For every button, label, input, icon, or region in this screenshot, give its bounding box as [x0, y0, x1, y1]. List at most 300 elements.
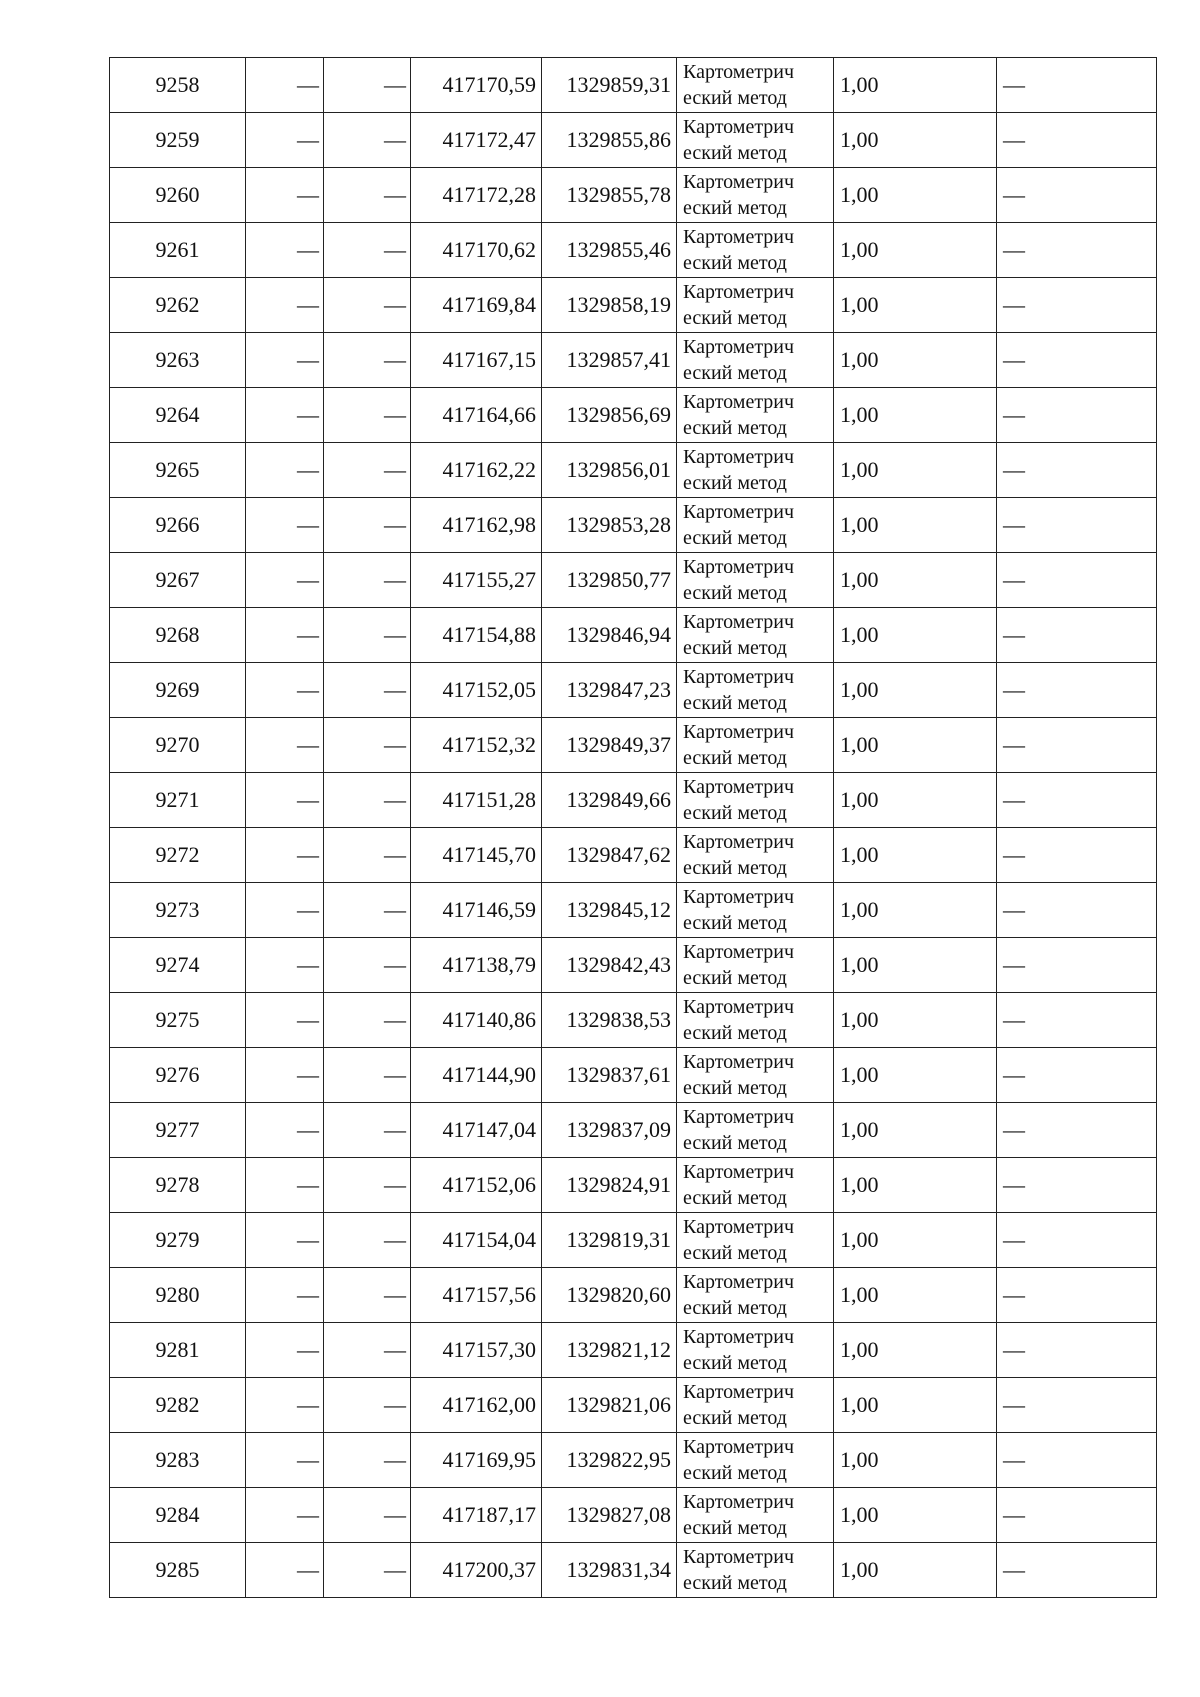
x-coordinate-cell: 417169,95	[411, 1433, 542, 1488]
method-text-line: еский метод	[683, 527, 787, 549]
table-row	[110, 1268, 1157, 1323]
accuracy-cell: 1,00	[834, 608, 997, 663]
method-text-line: Картометрич	[683, 1271, 795, 1293]
empty-dash-cell: —	[324, 168, 411, 223]
description-dash-cell: —	[997, 938, 1157, 993]
description-dash-cell: —	[997, 1543, 1157, 1598]
accuracy-cell: 1,00	[834, 333, 997, 388]
point-number-cell: 9271	[110, 773, 246, 828]
x-coordinate-cell: 417155,27	[411, 553, 542, 608]
table-row	[110, 223, 1157, 278]
coordinates-table	[109, 57, 1157, 1598]
point-number-cell: 9284	[110, 1488, 246, 1543]
empty-dash-cell: —	[246, 1433, 324, 1488]
empty-dash-cell: —	[324, 498, 411, 553]
method-cell	[677, 168, 834, 223]
method-text-line: Картометрич	[683, 1381, 795, 1403]
method-text-line: еский метод	[683, 637, 787, 659]
accuracy-cell: 1,00	[834, 1488, 997, 1543]
y-coordinate-cell: 1329822,95	[542, 1433, 677, 1488]
method-text-line: еский метод	[683, 142, 787, 164]
description-dash-cell: —	[997, 1213, 1157, 1268]
description-dash-cell: —	[997, 1103, 1157, 1158]
method-text-line: Картометрич	[683, 171, 795, 193]
method-cell	[677, 1213, 834, 1268]
method-text-line: еский метод	[683, 1517, 787, 1539]
x-coordinate-cell: 417146,59	[411, 883, 542, 938]
description-dash-cell: —	[997, 1158, 1157, 1213]
method-text-line: Картометрич	[683, 941, 795, 963]
y-coordinate-cell: 1329845,12	[542, 883, 677, 938]
point-number-cell: 9262	[110, 278, 246, 333]
accuracy-cell: 1,00	[834, 1103, 997, 1158]
method-text-line: еский метод	[683, 87, 787, 109]
point-number-cell: 9283	[110, 1433, 246, 1488]
point-number-cell: 9260	[110, 168, 246, 223]
point-number-cell: 9261	[110, 223, 246, 278]
y-coordinate-cell: 1329855,78	[542, 168, 677, 223]
x-coordinate-cell: 417200,37	[411, 1543, 542, 1598]
table-row	[110, 553, 1157, 608]
x-coordinate-cell: 417172,28	[411, 168, 542, 223]
description-dash-cell: —	[997, 58, 1157, 113]
accuracy-cell: 1,00	[834, 278, 997, 333]
x-coordinate-cell: 417167,15	[411, 333, 542, 388]
method-text-line: Картометрич	[683, 831, 795, 853]
description-dash-cell: —	[997, 773, 1157, 828]
table-row	[110, 828, 1157, 883]
method-cell	[677, 608, 834, 663]
method-text-line: еский метод	[683, 1407, 787, 1429]
table-row	[110, 1323, 1157, 1378]
method-text-line: еский метод	[683, 1462, 787, 1484]
accuracy-cell: 1,00	[834, 1048, 997, 1103]
method-text-line: Картометрич	[683, 1436, 795, 1458]
accuracy-cell: 1,00	[834, 388, 997, 443]
accuracy-cell: 1,00	[834, 1543, 997, 1598]
table-row	[110, 608, 1157, 663]
y-coordinate-cell: 1329859,31	[542, 58, 677, 113]
method-text-line: еский метод	[683, 802, 787, 824]
empty-dash-cell: —	[246, 278, 324, 333]
empty-dash-cell: —	[324, 828, 411, 883]
table-row	[110, 1158, 1157, 1213]
empty-dash-cell: —	[324, 223, 411, 278]
accuracy-cell: 1,00	[834, 1213, 997, 1268]
y-coordinate-cell: 1329827,08	[542, 1488, 677, 1543]
x-coordinate-cell: 417154,88	[411, 608, 542, 663]
empty-dash-cell: —	[246, 223, 324, 278]
empty-dash-cell: —	[324, 443, 411, 498]
empty-dash-cell: —	[324, 1323, 411, 1378]
method-text-line: еский метод	[683, 967, 787, 989]
x-coordinate-cell: 417152,05	[411, 663, 542, 718]
empty-dash-cell: —	[324, 278, 411, 333]
empty-dash-cell: —	[324, 663, 411, 718]
table-row	[110, 388, 1157, 443]
y-coordinate-cell: 1329849,37	[542, 718, 677, 773]
description-dash-cell: —	[997, 168, 1157, 223]
point-number-cell: 9266	[110, 498, 246, 553]
method-text-line: еский метод	[683, 1297, 787, 1319]
method-text-line: Картометрич	[683, 666, 795, 688]
table-row	[110, 168, 1157, 223]
empty-dash-cell: —	[324, 553, 411, 608]
accuracy-cell: 1,00	[834, 828, 997, 883]
description-dash-cell: —	[997, 828, 1157, 883]
table-row	[110, 1543, 1157, 1598]
point-number-cell: 9281	[110, 1323, 246, 1378]
point-number-cell: 9277	[110, 1103, 246, 1158]
method-text-line: еский метод	[683, 747, 787, 769]
method-text-line: Картометрич	[683, 391, 795, 413]
empty-dash-cell: —	[324, 1433, 411, 1488]
method-text-line: еский метод	[683, 1187, 787, 1209]
method-text-line: Картометрич	[683, 1216, 795, 1238]
x-coordinate-cell: 417154,04	[411, 1213, 542, 1268]
x-coordinate-cell: 417164,66	[411, 388, 542, 443]
x-coordinate-cell: 417147,04	[411, 1103, 542, 1158]
x-coordinate-cell: 417162,22	[411, 443, 542, 498]
description-dash-cell: —	[997, 608, 1157, 663]
empty-dash-cell: —	[246, 333, 324, 388]
table-row	[110, 718, 1157, 773]
empty-dash-cell: —	[246, 1103, 324, 1158]
x-coordinate-cell: 417145,70	[411, 828, 542, 883]
x-coordinate-cell: 417152,32	[411, 718, 542, 773]
empty-dash-cell: —	[246, 1213, 324, 1268]
method-text-line: еский метод	[683, 1132, 787, 1154]
method-text-line: Картометрич	[683, 501, 795, 523]
y-coordinate-cell: 1329820,60	[542, 1268, 677, 1323]
method-cell	[677, 1268, 834, 1323]
empty-dash-cell: —	[324, 58, 411, 113]
y-coordinate-cell: 1329846,94	[542, 608, 677, 663]
empty-dash-cell: —	[246, 58, 324, 113]
empty-dash-cell: —	[246, 443, 324, 498]
accuracy-cell: 1,00	[834, 223, 997, 278]
description-dash-cell: —	[997, 333, 1157, 388]
point-number-cell: 9285	[110, 1543, 246, 1598]
x-coordinate-cell: 417157,30	[411, 1323, 542, 1378]
point-number-cell: 9282	[110, 1378, 246, 1433]
empty-dash-cell: —	[324, 1488, 411, 1543]
description-dash-cell: —	[997, 663, 1157, 718]
y-coordinate-cell: 1329849,66	[542, 773, 677, 828]
y-coordinate-cell: 1329847,23	[542, 663, 677, 718]
y-coordinate-cell: 1329831,34	[542, 1543, 677, 1598]
empty-dash-cell: —	[246, 1268, 324, 1323]
description-dash-cell: —	[997, 1378, 1157, 1433]
method-text-line: Картометрич	[683, 721, 795, 743]
empty-dash-cell: —	[324, 333, 411, 388]
empty-dash-cell: —	[324, 993, 411, 1048]
method-text-line: еский метод	[683, 857, 787, 879]
x-coordinate-cell: 417140,86	[411, 993, 542, 1048]
method-text-line: еский метод	[683, 1077, 787, 1099]
empty-dash-cell: —	[246, 1488, 324, 1543]
table-row	[110, 1433, 1157, 1488]
accuracy-cell: 1,00	[834, 443, 997, 498]
point-number-cell: 9272	[110, 828, 246, 883]
y-coordinate-cell: 1329856,01	[542, 443, 677, 498]
empty-dash-cell: —	[246, 1158, 324, 1213]
point-number-cell: 9278	[110, 1158, 246, 1213]
method-cell	[677, 1488, 834, 1543]
point-number-cell: 9269	[110, 663, 246, 718]
method-cell	[677, 1158, 834, 1213]
method-cell	[677, 1048, 834, 1103]
empty-dash-cell: —	[246, 168, 324, 223]
table-row	[110, 883, 1157, 938]
description-dash-cell: —	[997, 1488, 1157, 1543]
method-text-line: Картометрич	[683, 776, 795, 798]
method-text-line: Картометрич	[683, 61, 795, 83]
point-number-cell: 9263	[110, 333, 246, 388]
method-text-line: Картометрич	[683, 116, 795, 138]
method-cell	[677, 718, 834, 773]
method-cell	[677, 993, 834, 1048]
method-cell	[677, 553, 834, 608]
y-coordinate-cell: 1329856,69	[542, 388, 677, 443]
accuracy-cell: 1,00	[834, 1158, 997, 1213]
method-text-line: Картометрич	[683, 1051, 795, 1073]
method-cell	[677, 938, 834, 993]
x-coordinate-cell: 417172,47	[411, 113, 542, 168]
accuracy-cell: 1,00	[834, 883, 997, 938]
method-text-line: еский метод	[683, 1352, 787, 1374]
empty-dash-cell: —	[246, 663, 324, 718]
empty-dash-cell: —	[246, 388, 324, 443]
empty-dash-cell: —	[324, 718, 411, 773]
method-cell	[677, 498, 834, 553]
method-cell	[677, 333, 834, 388]
table-row	[110, 1213, 1157, 1268]
empty-dash-cell: —	[246, 883, 324, 938]
description-dash-cell: —	[997, 443, 1157, 498]
accuracy-cell: 1,00	[834, 1268, 997, 1323]
method-cell	[677, 1433, 834, 1488]
method-cell	[677, 773, 834, 828]
x-coordinate-cell: 417187,17	[411, 1488, 542, 1543]
table-row	[110, 1378, 1157, 1433]
y-coordinate-cell: 1329837,09	[542, 1103, 677, 1158]
method-text-line: еский метод	[683, 912, 787, 934]
y-coordinate-cell: 1329824,91	[542, 1158, 677, 1213]
y-coordinate-cell: 1329857,41	[542, 333, 677, 388]
y-coordinate-cell: 1329837,61	[542, 1048, 677, 1103]
point-number-cell: 9267	[110, 553, 246, 608]
accuracy-cell: 1,00	[834, 718, 997, 773]
x-coordinate-cell: 417170,62	[411, 223, 542, 278]
empty-dash-cell: —	[246, 553, 324, 608]
method-cell	[677, 223, 834, 278]
x-coordinate-cell: 417157,56	[411, 1268, 542, 1323]
accuracy-cell: 1,00	[834, 553, 997, 608]
empty-dash-cell: —	[246, 113, 324, 168]
method-text-line: еский метод	[683, 472, 787, 494]
empty-dash-cell: —	[246, 1048, 324, 1103]
point-number-cell: 9280	[110, 1268, 246, 1323]
accuracy-cell: 1,00	[834, 663, 997, 718]
empty-dash-cell: —	[246, 1543, 324, 1598]
table-row	[110, 1488, 1157, 1543]
point-number-cell: 9268	[110, 608, 246, 663]
method-cell	[677, 443, 834, 498]
accuracy-cell: 1,00	[834, 1323, 997, 1378]
method-text-line: Картометрич	[683, 1491, 795, 1513]
method-text-line: Картометрич	[683, 226, 795, 248]
table-row	[110, 773, 1157, 828]
empty-dash-cell: —	[324, 388, 411, 443]
point-number-cell: 9265	[110, 443, 246, 498]
method-cell	[677, 828, 834, 883]
empty-dash-cell: —	[246, 498, 324, 553]
y-coordinate-cell: 1329819,31	[542, 1213, 677, 1268]
accuracy-cell: 1,00	[834, 773, 997, 828]
accuracy-cell: 1,00	[834, 1433, 997, 1488]
accuracy-cell: 1,00	[834, 168, 997, 223]
empty-dash-cell: —	[246, 993, 324, 1048]
empty-dash-cell: —	[324, 883, 411, 938]
table-body	[110, 58, 1157, 1598]
table-row	[110, 663, 1157, 718]
method-text-line: еский метод	[683, 307, 787, 329]
method-text-line: Картометрич	[683, 446, 795, 468]
method-text-line: Картометрич	[683, 281, 795, 303]
description-dash-cell: —	[997, 1048, 1157, 1103]
empty-dash-cell: —	[324, 1158, 411, 1213]
method-text-line: Картометрич	[683, 1161, 795, 1183]
point-number-cell: 9270	[110, 718, 246, 773]
empty-dash-cell: —	[246, 1378, 324, 1433]
table-row	[110, 1048, 1157, 1103]
method-text-line: еский метод	[683, 1572, 787, 1594]
method-cell	[677, 1323, 834, 1378]
y-coordinate-cell: 1329853,28	[542, 498, 677, 553]
accuracy-cell: 1,00	[834, 498, 997, 553]
empty-dash-cell: —	[324, 1543, 411, 1598]
empty-dash-cell: —	[246, 1323, 324, 1378]
empty-dash-cell: —	[324, 938, 411, 993]
x-coordinate-cell: 417169,84	[411, 278, 542, 333]
empty-dash-cell: —	[324, 1268, 411, 1323]
y-coordinate-cell: 1329821,12	[542, 1323, 677, 1378]
point-number-cell: 9275	[110, 993, 246, 1048]
method-cell	[677, 663, 834, 718]
accuracy-cell: 1,00	[834, 58, 997, 113]
y-coordinate-cell: 1329858,19	[542, 278, 677, 333]
table-row	[110, 1103, 1157, 1158]
table-row	[110, 498, 1157, 553]
empty-dash-cell: —	[324, 773, 411, 828]
method-text-line: Картометрич	[683, 996, 795, 1018]
point-number-cell: 9264	[110, 388, 246, 443]
method-cell	[677, 1378, 834, 1433]
empty-dash-cell: —	[324, 608, 411, 663]
table-row	[110, 113, 1157, 168]
empty-dash-cell: —	[246, 938, 324, 993]
description-dash-cell: —	[997, 718, 1157, 773]
empty-dash-cell: —	[324, 1213, 411, 1268]
y-coordinate-cell: 1329855,46	[542, 223, 677, 278]
x-coordinate-cell: 417170,59	[411, 58, 542, 113]
method-text-line: еский метод	[683, 417, 787, 439]
accuracy-cell: 1,00	[834, 1378, 997, 1433]
method-text-line: еский метод	[683, 582, 787, 604]
x-coordinate-cell: 417138,79	[411, 938, 542, 993]
method-text-line: Картометрич	[683, 336, 795, 358]
accuracy-cell: 1,00	[834, 938, 997, 993]
accuracy-cell: 1,00	[834, 993, 997, 1048]
description-dash-cell: —	[997, 113, 1157, 168]
method-text-line: Картометрич	[683, 611, 795, 633]
table-row	[110, 58, 1157, 113]
description-dash-cell: —	[997, 223, 1157, 278]
method-cell	[677, 388, 834, 443]
method-text-line: еский метод	[683, 197, 787, 219]
method-cell	[677, 883, 834, 938]
description-dash-cell: —	[997, 278, 1157, 333]
method-text-line: Картометрич	[683, 1106, 795, 1128]
method-text-line: еский метод	[683, 1022, 787, 1044]
method-text-line: Картометрич	[683, 556, 795, 578]
description-dash-cell: —	[997, 1433, 1157, 1488]
x-coordinate-cell: 417162,98	[411, 498, 542, 553]
point-number-cell: 9276	[110, 1048, 246, 1103]
x-coordinate-cell: 417151,28	[411, 773, 542, 828]
y-coordinate-cell: 1329847,62	[542, 828, 677, 883]
method-text-line: Картометрич	[683, 886, 795, 908]
method-text-line: Картометрич	[683, 1546, 795, 1568]
point-number-cell: 9258	[110, 58, 246, 113]
description-dash-cell: —	[997, 553, 1157, 608]
method-text-line: еский метод	[683, 252, 787, 274]
accuracy-cell: 1,00	[834, 113, 997, 168]
table-row	[110, 278, 1157, 333]
x-coordinate-cell: 417162,00	[411, 1378, 542, 1433]
method-text-line: Картометрич	[683, 1326, 795, 1348]
empty-dash-cell: —	[246, 608, 324, 663]
y-coordinate-cell: 1329842,43	[542, 938, 677, 993]
empty-dash-cell: —	[324, 1378, 411, 1433]
x-coordinate-cell: 417144,90	[411, 1048, 542, 1103]
y-coordinate-cell: 1329855,86	[542, 113, 677, 168]
point-number-cell: 9259	[110, 113, 246, 168]
description-dash-cell: —	[997, 498, 1157, 553]
method-text-line: еский метод	[683, 692, 787, 714]
method-cell	[677, 58, 834, 113]
method-text-line: еский метод	[683, 1242, 787, 1264]
empty-dash-cell: —	[246, 828, 324, 883]
y-coordinate-cell: 1329850,77	[542, 553, 677, 608]
point-number-cell: 9274	[110, 938, 246, 993]
description-dash-cell: —	[997, 388, 1157, 443]
empty-dash-cell: —	[246, 718, 324, 773]
y-coordinate-cell: 1329821,06	[542, 1378, 677, 1433]
description-dash-cell: —	[997, 883, 1157, 938]
empty-dash-cell: —	[324, 113, 411, 168]
method-cell	[677, 1103, 834, 1158]
y-coordinate-cell: 1329838,53	[542, 993, 677, 1048]
method-cell	[677, 1543, 834, 1598]
table-row	[110, 993, 1157, 1048]
method-text-line: еский метод	[683, 362, 787, 384]
method-cell	[677, 113, 834, 168]
description-dash-cell: —	[997, 993, 1157, 1048]
table-row	[110, 938, 1157, 993]
description-dash-cell: —	[997, 1268, 1157, 1323]
